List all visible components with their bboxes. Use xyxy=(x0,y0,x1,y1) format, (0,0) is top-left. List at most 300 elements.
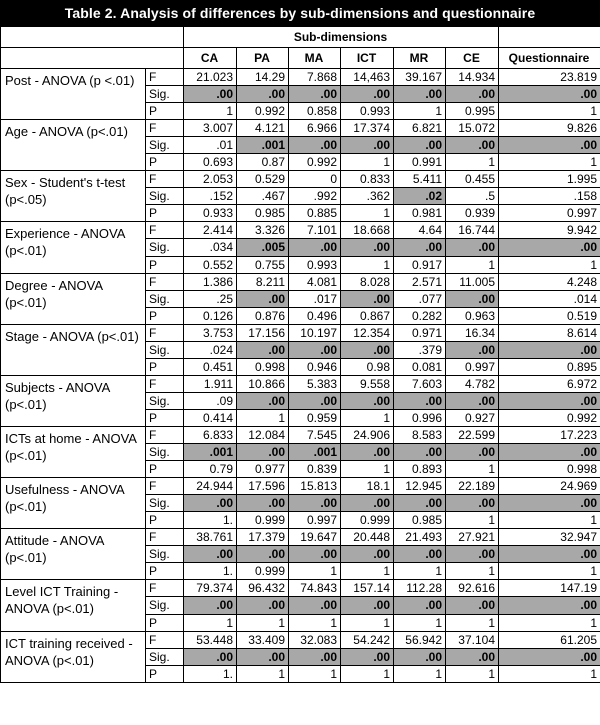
value-cell: .00 xyxy=(394,648,446,665)
value-cell: .00 xyxy=(237,341,289,358)
stat-label: P xyxy=(146,512,184,529)
stat-label: F xyxy=(146,324,184,341)
value-cell: .00 xyxy=(184,597,237,614)
value-cell: 7.868 xyxy=(289,69,341,86)
questionnaire-cell: .00 xyxy=(499,392,600,409)
value-cell: 0.87 xyxy=(237,154,289,171)
questionnaire-cell: 6.972 xyxy=(499,375,600,392)
value-cell: .5 xyxy=(446,188,499,205)
value-cell: 0.839 xyxy=(289,461,341,478)
value-cell: 1 xyxy=(237,409,289,426)
value-cell: 0.977 xyxy=(237,461,289,478)
value-cell: 15.072 xyxy=(446,120,499,137)
value-cell: 0.946 xyxy=(289,358,341,375)
value-cell: 18.1 xyxy=(341,478,394,495)
questionnaire-cell: 61.205 xyxy=(499,631,600,648)
value-cell: 1 xyxy=(184,103,237,120)
value-cell: 0.997 xyxy=(289,512,341,529)
table-row xyxy=(1,631,600,648)
table-title: Table 2. Analysis of differences by sub-dimensions and questionnaire xyxy=(0,0,600,26)
questionnaire-cell: 0.519 xyxy=(499,307,600,324)
value-cell: 2.053 xyxy=(184,171,237,188)
value-cell: 0.981 xyxy=(394,205,446,222)
value-cell: 24.944 xyxy=(184,478,237,495)
value-cell: 33.409 xyxy=(237,631,289,648)
value-cell: 1 xyxy=(394,563,446,580)
header-subdimensions: Sub-dimensions xyxy=(184,27,499,48)
value-cell: 0.999 xyxy=(237,563,289,580)
value-cell: 1 xyxy=(341,154,394,171)
value-cell: .00 xyxy=(237,648,289,665)
value-cell: .00 xyxy=(341,597,394,614)
stat-label: F xyxy=(146,631,184,648)
questionnaire-cell: .00 xyxy=(499,86,600,103)
value-cell: 19.647 xyxy=(289,529,341,546)
row-group-label: Degree - ANOVA (p<.01) xyxy=(1,273,146,324)
stat-label: Sig. xyxy=(146,290,184,307)
questionnaire-cell: 1 xyxy=(499,512,600,529)
value-cell: 7.101 xyxy=(289,222,341,239)
value-cell: 112.28 xyxy=(394,580,446,597)
value-cell: .00 xyxy=(341,648,394,665)
value-cell: 1 xyxy=(341,461,394,478)
value-cell: .00 xyxy=(446,495,499,512)
stat-label: P xyxy=(146,358,184,375)
value-cell: 9.558 xyxy=(341,375,394,392)
value-cell: .024 xyxy=(184,341,237,358)
questionnaire-cell: .00 xyxy=(499,648,600,665)
value-cell: 74.843 xyxy=(289,580,341,597)
value-cell: 1 xyxy=(289,563,341,580)
value-cell: .00 xyxy=(289,86,341,103)
value-cell: 16.744 xyxy=(446,222,499,239)
value-cell: 0.985 xyxy=(237,205,289,222)
value-cell: 0.414 xyxy=(184,409,237,426)
table-row xyxy=(1,120,600,137)
value-cell: 17.596 xyxy=(237,478,289,495)
table-row xyxy=(1,69,600,86)
header-corner-2 xyxy=(1,48,184,69)
col-header: CE xyxy=(446,48,499,69)
stat-label: Sig. xyxy=(146,188,184,205)
questionnaire-cell: .00 xyxy=(499,137,600,154)
value-cell: 0.98 xyxy=(341,358,394,375)
table-row xyxy=(1,426,600,443)
questionnaire-cell: .00 xyxy=(499,341,600,358)
value-cell: .00 xyxy=(394,137,446,154)
value-cell: .00 xyxy=(341,290,394,307)
value-cell: 0.917 xyxy=(394,256,446,273)
stat-label: P xyxy=(146,103,184,120)
questionnaire-cell: .00 xyxy=(499,239,600,256)
value-cell: 0.876 xyxy=(237,307,289,324)
value-cell: 0.997 xyxy=(446,358,499,375)
value-cell: 5.411 xyxy=(394,171,446,188)
questionnaire-cell: 0.992 xyxy=(499,409,600,426)
value-cell: .00 xyxy=(446,137,499,154)
value-cell: 15.813 xyxy=(289,478,341,495)
value-cell: 1 xyxy=(446,614,499,631)
value-cell: 12.084 xyxy=(237,426,289,443)
value-cell: .00 xyxy=(394,597,446,614)
header-row-columns xyxy=(1,48,600,69)
value-cell: 0.927 xyxy=(446,409,499,426)
questionnaire-cell: .00 xyxy=(499,597,600,614)
value-cell: .362 xyxy=(341,188,394,205)
stat-label: P xyxy=(146,205,184,222)
row-group-label: Experience - ANOVA (p<.01) xyxy=(1,222,146,273)
table-row xyxy=(1,324,600,341)
value-cell: .00 xyxy=(237,392,289,409)
header-corner xyxy=(1,27,184,48)
value-cell: 1 xyxy=(237,665,289,682)
col-header: CA xyxy=(184,48,237,69)
value-cell: 0.126 xyxy=(184,307,237,324)
value-cell: .00 xyxy=(341,86,394,103)
value-cell: 1.911 xyxy=(184,375,237,392)
questionnaire-cell: 1 xyxy=(499,103,600,120)
questionnaire-cell: 0.997 xyxy=(499,205,600,222)
value-cell: 0.455 xyxy=(446,171,499,188)
questionnaire-cell: 1 xyxy=(499,154,600,171)
value-cell: .00 xyxy=(184,648,237,665)
value-cell: .001 xyxy=(289,444,341,461)
value-cell: 1 xyxy=(446,665,499,682)
value-cell: 1. xyxy=(184,512,237,529)
value-cell: 1 xyxy=(446,461,499,478)
value-cell: .00 xyxy=(341,341,394,358)
value-cell: 6.833 xyxy=(184,426,237,443)
value-cell: 1 xyxy=(341,256,394,273)
value-cell: 17.374 xyxy=(341,120,394,137)
value-cell: 4.64 xyxy=(394,222,446,239)
value-cell: 0.939 xyxy=(446,205,499,222)
row-group-label: Level ICT Training - ANOVA (p<.01) xyxy=(1,580,146,631)
value-cell: 0.996 xyxy=(394,409,446,426)
value-cell: 6.821 xyxy=(394,120,446,137)
questionnaire-cell: 9.942 xyxy=(499,222,600,239)
value-cell: .379 xyxy=(394,341,446,358)
value-cell: 0.971 xyxy=(394,324,446,341)
value-cell: 6.966 xyxy=(289,120,341,137)
questionnaire-cell: 23.819 xyxy=(499,69,600,86)
value-cell: 12.945 xyxy=(394,478,446,495)
col-header: MR xyxy=(394,48,446,69)
stat-label: Sig. xyxy=(146,495,184,512)
row-group-label: ICTs at home - ANOVA (p<.01) xyxy=(1,426,146,477)
value-cell: 0.991 xyxy=(394,154,446,171)
value-cell: 38.761 xyxy=(184,529,237,546)
value-cell: 1 xyxy=(341,665,394,682)
value-cell: .00 xyxy=(394,444,446,461)
stat-label: P xyxy=(146,256,184,273)
value-cell: 53.448 xyxy=(184,631,237,648)
value-cell: 0 xyxy=(289,171,341,188)
value-cell: 17.379 xyxy=(237,529,289,546)
value-cell: 7.545 xyxy=(289,426,341,443)
row-group-label: Stage - ANOVA (p<.01) xyxy=(1,324,146,375)
value-cell: 1 xyxy=(289,665,341,682)
value-cell: .00 xyxy=(446,597,499,614)
value-cell: 7.603 xyxy=(394,375,446,392)
value-cell: .00 xyxy=(289,392,341,409)
value-cell: 0.985 xyxy=(394,512,446,529)
value-cell: 21.023 xyxy=(184,69,237,86)
value-cell: 8.583 xyxy=(394,426,446,443)
value-cell: 2.571 xyxy=(394,273,446,290)
questionnaire-cell: 4.248 xyxy=(499,273,600,290)
value-cell: .00 xyxy=(237,546,289,563)
value-cell: 0.885 xyxy=(289,205,341,222)
value-cell: .00 xyxy=(446,648,499,665)
stat-label: F xyxy=(146,580,184,597)
value-cell: 0.998 xyxy=(237,358,289,375)
value-cell: 24.906 xyxy=(341,426,394,443)
header-row-group xyxy=(1,27,600,48)
stat-label: Sig. xyxy=(146,648,184,665)
value-cell: .00 xyxy=(341,239,394,256)
value-cell: .005 xyxy=(237,239,289,256)
value-cell: .00 xyxy=(289,239,341,256)
value-cell: .00 xyxy=(289,597,341,614)
value-cell: 0.833 xyxy=(341,171,394,188)
value-cell: 1. xyxy=(184,665,237,682)
value-cell: .001 xyxy=(237,137,289,154)
stat-label: Sig. xyxy=(146,137,184,154)
questionnaire-cell: 1 xyxy=(499,614,600,631)
value-cell: 21.493 xyxy=(394,529,446,546)
value-cell: .00 xyxy=(446,341,499,358)
value-cell: .25 xyxy=(184,290,237,307)
value-cell: 54.242 xyxy=(341,631,394,648)
value-cell: 0.496 xyxy=(289,307,341,324)
questionnaire-cell: 9.826 xyxy=(499,120,600,137)
value-cell: .00 xyxy=(289,546,341,563)
questionnaire-cell: 147.19 xyxy=(499,580,600,597)
value-cell: 0.999 xyxy=(341,512,394,529)
row-group-label: Sex - Student's t-test (p<.05) xyxy=(1,171,146,222)
value-cell: 0.992 xyxy=(289,154,341,171)
questionnaire-cell: .014 xyxy=(499,290,600,307)
value-cell: .034 xyxy=(184,239,237,256)
row-group-label: Age - ANOVA (p<.01) xyxy=(1,120,146,171)
value-cell: 0.999 xyxy=(237,512,289,529)
stat-label: Sig. xyxy=(146,86,184,103)
value-cell: 8.028 xyxy=(341,273,394,290)
questionnaire-cell: 1.995 xyxy=(499,171,600,188)
value-cell: 1 xyxy=(341,563,394,580)
row-group-label: ICT training received - ANOVA (p<.01) xyxy=(1,631,146,682)
value-cell: 0.963 xyxy=(446,307,499,324)
value-cell: .00 xyxy=(394,86,446,103)
value-cell: 0.451 xyxy=(184,358,237,375)
stat-label: Sig. xyxy=(146,392,184,409)
stat-label: P xyxy=(146,563,184,580)
table-row xyxy=(1,375,600,392)
value-cell: 20.448 xyxy=(341,529,394,546)
stat-label: P xyxy=(146,154,184,171)
value-cell: 14.29 xyxy=(237,69,289,86)
stat-label: F xyxy=(146,69,184,86)
col-header: ICT xyxy=(341,48,394,69)
value-cell: 79.374 xyxy=(184,580,237,597)
value-cell: 10.197 xyxy=(289,324,341,341)
value-cell: 27.921 xyxy=(446,529,499,546)
table-row xyxy=(1,171,600,188)
value-cell: .00 xyxy=(289,137,341,154)
value-cell: 22.599 xyxy=(446,426,499,443)
value-cell: 5.383 xyxy=(289,375,341,392)
questionnaire-cell: 1 xyxy=(499,563,600,580)
value-cell: .00 xyxy=(237,597,289,614)
stat-label: F xyxy=(146,171,184,188)
col-header-questionnaire: Questionnaire xyxy=(499,48,600,69)
value-cell: 37.104 xyxy=(446,631,499,648)
table-row xyxy=(1,529,600,546)
questionnaire-cell: 1 xyxy=(499,256,600,273)
value-cell: .00 xyxy=(341,444,394,461)
value-cell: 0.282 xyxy=(394,307,446,324)
value-cell: 3.326 xyxy=(237,222,289,239)
questionnaire-cell: 0.998 xyxy=(499,461,600,478)
value-cell: 1 xyxy=(341,614,394,631)
results-table xyxy=(0,26,600,683)
value-cell: .09 xyxy=(184,392,237,409)
value-cell: 1 xyxy=(446,154,499,171)
stat-label: F xyxy=(146,273,184,290)
value-cell: .00 xyxy=(394,239,446,256)
value-cell: .02 xyxy=(394,188,446,205)
value-cell: .001 xyxy=(184,444,237,461)
value-cell: 0.79 xyxy=(184,461,237,478)
row-group-label: Post - ANOVA (p <.01) xyxy=(1,69,146,120)
value-cell: 0.867 xyxy=(341,307,394,324)
stat-label: P xyxy=(146,409,184,426)
value-cell: .00 xyxy=(237,86,289,103)
value-cell: .00 xyxy=(446,392,499,409)
value-cell: 0.993 xyxy=(289,256,341,273)
header-questionnaire-spacer xyxy=(499,27,600,48)
value-cell: 157.14 xyxy=(341,580,394,597)
questionnaire-cell: .158 xyxy=(499,188,600,205)
col-header: MA xyxy=(289,48,341,69)
stat-label: Sig. xyxy=(146,444,184,461)
value-cell: 92.616 xyxy=(446,580,499,597)
value-cell: 1 xyxy=(394,665,446,682)
stat-label: F xyxy=(146,478,184,495)
row-group-label: Subjects - ANOVA (p<.01) xyxy=(1,375,146,426)
value-cell: 1 xyxy=(289,614,341,631)
stat-label: P xyxy=(146,307,184,324)
value-cell: .077 xyxy=(394,290,446,307)
value-cell: .992 xyxy=(289,188,341,205)
value-cell: 96.432 xyxy=(237,580,289,597)
stat-label: F xyxy=(146,529,184,546)
value-cell: 1 xyxy=(184,614,237,631)
value-cell: 1 xyxy=(341,409,394,426)
value-cell: .00 xyxy=(394,392,446,409)
questionnaire-cell: 32.947 xyxy=(499,529,600,546)
stat-label: F xyxy=(146,222,184,239)
value-cell: 0.995 xyxy=(446,103,499,120)
questionnaire-cell: 8.614 xyxy=(499,324,600,341)
value-cell: 16.34 xyxy=(446,324,499,341)
value-cell: .00 xyxy=(289,341,341,358)
value-cell: .152 xyxy=(184,188,237,205)
value-cell: .00 xyxy=(237,495,289,512)
value-cell: 18.668 xyxy=(341,222,394,239)
value-cell: .00 xyxy=(394,546,446,563)
value-cell: 2.414 xyxy=(184,222,237,239)
stat-label: Sig. xyxy=(146,546,184,563)
value-cell: 10.866 xyxy=(237,375,289,392)
value-cell: .00 xyxy=(289,495,341,512)
value-cell: 39.167 xyxy=(394,69,446,86)
value-cell: 0.552 xyxy=(184,256,237,273)
value-cell: .00 xyxy=(237,444,289,461)
table-row xyxy=(1,273,600,290)
row-group-label: Usefulness - ANOVA (p<.01) xyxy=(1,478,146,529)
value-cell: .00 xyxy=(341,392,394,409)
value-cell: 12.354 xyxy=(341,324,394,341)
value-cell: .00 xyxy=(341,137,394,154)
value-cell: .00 xyxy=(184,546,237,563)
value-cell: .467 xyxy=(237,188,289,205)
value-cell: 0.993 xyxy=(341,103,394,120)
value-cell: 4.081 xyxy=(289,273,341,290)
value-cell: 17.156 xyxy=(237,324,289,341)
value-cell: 22.189 xyxy=(446,478,499,495)
value-cell: 1 xyxy=(394,614,446,631)
value-cell: 1. xyxy=(184,563,237,580)
value-cell: 8.211 xyxy=(237,273,289,290)
stat-label: F xyxy=(146,375,184,392)
questionnaire-cell: .00 xyxy=(499,546,600,563)
value-cell: .00 xyxy=(184,86,237,103)
table-row xyxy=(1,478,600,495)
value-cell: .00 xyxy=(446,86,499,103)
value-cell: .00 xyxy=(446,546,499,563)
value-cell: 3.007 xyxy=(184,120,237,137)
value-cell: 1 xyxy=(446,563,499,580)
value-cell: 1 xyxy=(446,512,499,529)
questionnaire-cell: 24.969 xyxy=(499,478,600,495)
value-cell: .017 xyxy=(289,290,341,307)
value-cell: 0.081 xyxy=(394,358,446,375)
value-cell: .00 xyxy=(184,495,237,512)
value-cell: 3.753 xyxy=(184,324,237,341)
value-cell: 1 xyxy=(341,205,394,222)
table-row xyxy=(1,580,600,597)
value-cell: 0.858 xyxy=(289,103,341,120)
questionnaire-cell: 17.223 xyxy=(499,426,600,443)
value-cell: .00 xyxy=(446,290,499,307)
value-cell: .00 xyxy=(341,495,394,512)
value-cell: 0.992 xyxy=(237,103,289,120)
value-cell: .00 xyxy=(237,290,289,307)
col-header: PA xyxy=(237,48,289,69)
stat-label: F xyxy=(146,426,184,443)
value-cell: 0.755 xyxy=(237,256,289,273)
value-cell: 32.083 xyxy=(289,631,341,648)
stat-label: P xyxy=(146,461,184,478)
value-cell: 0.529 xyxy=(237,171,289,188)
value-cell: 11.005 xyxy=(446,273,499,290)
value-cell: 4.121 xyxy=(237,120,289,137)
stat-label: Sig. xyxy=(146,341,184,358)
value-cell: .00 xyxy=(446,444,499,461)
value-cell: 56.942 xyxy=(394,631,446,648)
